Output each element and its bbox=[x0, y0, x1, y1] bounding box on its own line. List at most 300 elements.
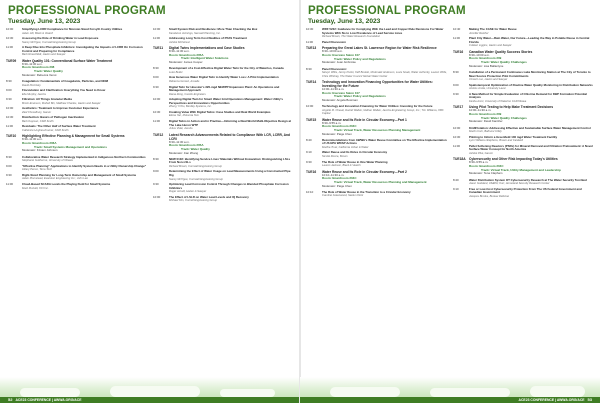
talk-presenter: Ella Murphy, Jacobs bbox=[22, 92, 46, 96]
session-room: Room: Boardroom 209 bbox=[469, 56, 502, 61]
talk-time: 10:30 bbox=[6, 115, 14, 120]
talk-body bbox=[22, 98, 147, 105]
session-title: Canadian Water Quality Success Stories bbox=[469, 49, 533, 54]
talk-time: 9:10 bbox=[453, 186, 459, 191]
talk-item bbox=[153, 86, 294, 96]
talk-title: Creating Value With Digital Twins: Case Studies and Real World Examples bbox=[169, 109, 271, 114]
talk-time: 8:30 bbox=[153, 66, 159, 71]
talk-item bbox=[6, 80, 147, 87]
talk-item bbox=[153, 37, 294, 44]
talk-time: 10:30 bbox=[6, 36, 14, 41]
talk-title: Cloud-Based SCADA Levels the Playing Field for Small Systems bbox=[22, 181, 111, 186]
talk-item bbox=[306, 28, 447, 38]
talk-body bbox=[322, 105, 447, 115]
session-moderator: Moderator: Paige Chen bbox=[322, 131, 352, 136]
talk-item bbox=[6, 37, 147, 44]
talk-time: 10:00 bbox=[306, 104, 314, 109]
talk-body bbox=[22, 80, 147, 87]
talk-item bbox=[306, 41, 447, 45]
talk-presenter: Ashlee Michelson bbox=[169, 40, 191, 44]
session-moderator: Moderator: Rebecca Venot bbox=[22, 72, 57, 77]
cloud-shape bbox=[110, 386, 200, 397]
session-time: 8:30–9:55 a.m. bbox=[322, 120, 342, 125]
program-date: Tuesday, June 13, 2023 bbox=[308, 18, 381, 25]
session-track-text: Track: Intelligent Water Solutions bbox=[181, 56, 229, 61]
talk-title: Free or Low-Cost Cybersecurity Protection From The US Federal Government and Canadian Government bbox=[469, 186, 582, 195]
session-title: Highlighting Effective Planning & Management for Small Systems bbox=[22, 134, 125, 139]
session-block bbox=[153, 133, 294, 156]
talk-presenter: Kandance Jennings, Samsell Planning, Inc. bbox=[169, 31, 221, 35]
right-columns bbox=[306, 28, 594, 377]
session-body bbox=[469, 157, 594, 176]
talk-presenter: Roger Arnold, Hazen & Sawyer bbox=[169, 190, 207, 194]
talk-presenter: Stephanie Guilherme, University of Ottawa bbox=[22, 159, 73, 163]
talk-body bbox=[469, 179, 594, 186]
session-title: Water Quality 101: Conventional Surface Water Treatment bbox=[22, 58, 113, 63]
talk-body bbox=[169, 170, 294, 180]
session-track-text: Track: Water Policy and Regulations bbox=[334, 94, 386, 99]
talk-body bbox=[169, 183, 294, 193]
talk-body bbox=[169, 28, 294, 35]
talk-item bbox=[453, 28, 594, 35]
session-block bbox=[306, 46, 447, 65]
talk-time: 10:10 bbox=[306, 189, 314, 194]
talk-body bbox=[469, 188, 594, 198]
cloud-shape bbox=[430, 388, 510, 397]
talk-title: KinfiFlotation: Addressing Effective and Sustainable Surface Water Management Control bbox=[469, 125, 591, 130]
talk-time: 10:00 bbox=[153, 28, 161, 31]
talk-item bbox=[306, 139, 447, 149]
talk-presenter: Nicolle Rocca, Brown bbox=[322, 155, 348, 159]
talk-presenter: Elena Yan, Motorola Tem bbox=[169, 114, 199, 118]
talk-body bbox=[22, 156, 147, 163]
session-body bbox=[169, 133, 294, 156]
talk-body bbox=[322, 161, 447, 168]
right-page bbox=[300, 0, 600, 403]
talk-body bbox=[22, 37, 147, 44]
session-time: 8:30–11:30 a.m. bbox=[169, 49, 190, 54]
talk-time: 10:00 bbox=[6, 28, 14, 31]
cloud-shape bbox=[20, 388, 80, 397]
talk-time: 11:00 bbox=[6, 124, 14, 129]
talk-title: Plant City Water—Rain Water, Our Future—Leading the Way in Potable Reuse in Central Florida bbox=[469, 36, 590, 44]
talk-presenter: Colleen Liggins, Hazen and Sawyer bbox=[469, 44, 512, 48]
talk-item bbox=[453, 71, 594, 81]
talk-item bbox=[306, 191, 447, 198]
talk-title: Optimizing Lead Corrosion Control Through Changes to Blended Phosphate Corrosion Inhibitors bbox=[169, 182, 289, 190]
talk-title: Water Distribution System OT Cybersecurity Research at The Water Security Test Bed bbox=[469, 177, 587, 182]
talk-presenter: Selvyn Willis, Jenny Porter, Keff Booket, Mcdonald Anderson, Louis Scale, Water Authority, Lauren Willis, Chris Whitney, The Water Council Global Water Center bbox=[322, 71, 447, 78]
talk-time: 10:30 bbox=[306, 28, 314, 31]
talk-title: Assessing the Role of Drinking Water in Lead Exposure bbox=[22, 36, 99, 41]
talk-presenter: Brock Emerson, Moheb Bin, Matthew Charles, Hazen and Sawyer bbox=[22, 101, 101, 105]
session-body bbox=[469, 50, 594, 69]
talk-body bbox=[169, 98, 294, 108]
talk-presenter: Julius Vidal, Jacobs bbox=[169, 127, 193, 131]
session-block bbox=[306, 80, 447, 103]
talk-time: 10:30 bbox=[153, 109, 161, 114]
session-block bbox=[453, 105, 594, 124]
talk-item bbox=[6, 89, 147, 96]
talk-time: 9:00 bbox=[153, 169, 159, 174]
talk-body bbox=[322, 41, 447, 45]
talk-item bbox=[153, 111, 294, 118]
talk-title: WRF 5222: Guidance for Complying With the Lead and Copper Rule Revisions For Water Systems With No to Low Prevalence of Lead Service Lines bbox=[322, 28, 444, 35]
talk-time: 10:00 bbox=[153, 194, 161, 199]
talk-presenter: Martin Cork, Bathurst Utility bbox=[469, 130, 502, 134]
talk-item bbox=[453, 145, 594, 155]
talk-time: 11:00 bbox=[6, 45, 14, 50]
right-header bbox=[308, 5, 466, 26]
talk-body bbox=[169, 37, 294, 44]
left-header bbox=[8, 5, 166, 26]
session-track-text: Track: Water Quality bbox=[181, 146, 210, 151]
session-code: TUE16 bbox=[453, 49, 464, 54]
talk-title: Addressing Long Term Cost Realities of PFAS Treatment bbox=[169, 36, 247, 41]
talk-item bbox=[153, 28, 294, 35]
talk-item bbox=[453, 37, 594, 47]
talk-time: 9:30 bbox=[6, 97, 12, 102]
talk-title: Piloting to Inform a Greenfield 130 mgd Water Treatment Facility bbox=[469, 134, 558, 139]
program-date: Tuesday, June 13, 2023 bbox=[8, 18, 81, 25]
talk-title: Flocculation and Clarification: Everything You Need to Know bbox=[22, 88, 106, 93]
talk-time: 11:00 bbox=[153, 36, 161, 41]
talk-item bbox=[6, 28, 147, 35]
talk-item bbox=[306, 105, 447, 115]
talk-body bbox=[322, 139, 447, 149]
session-body bbox=[169, 46, 294, 65]
talk-title: The Role of Water Reuse in One Water Planning bbox=[322, 159, 388, 164]
talk-time: 8:30 bbox=[6, 79, 12, 84]
session-time: 10:00–11:30 a.m. bbox=[322, 87, 345, 92]
talk-body bbox=[22, 89, 147, 96]
session-code: TUE17 bbox=[453, 105, 464, 110]
talk-item bbox=[453, 179, 594, 186]
session-room: Room: Boardroom 208 bbox=[22, 65, 55, 70]
session-track-text: Track: Water Quality Challenges bbox=[481, 115, 527, 120]
talk-item bbox=[306, 151, 447, 158]
talk-presenter: Zaid Chowdhury, Garver bbox=[22, 110, 52, 114]
talk-body bbox=[469, 145, 594, 155]
talk-title: Coagulation: Fundamentals of Coagulants, Particles, and NOM bbox=[22, 79, 109, 84]
talk-time: 9:30 bbox=[153, 84, 159, 89]
session-room: Room: Boardroom 204C bbox=[322, 176, 357, 181]
talk-time: 10:00 bbox=[6, 106, 14, 111]
talk-time: 11:00 bbox=[453, 36, 461, 41]
talk-title: Spatiotemporal Optimization of Routine Water Quality Monitoring in Distribution Networks bbox=[469, 82, 593, 87]
talk-time: 9:30 bbox=[6, 172, 12, 177]
talk-presenter: Adam Plumstead, Evanston Engineering Inc.; John Lee bbox=[22, 177, 88, 181]
talk-item bbox=[6, 165, 147, 172]
talk-item bbox=[453, 93, 594, 103]
session-room: Room: Boardroom 204C bbox=[322, 124, 357, 129]
talk-time: 10:30 bbox=[453, 134, 461, 139]
talk-title: The Role of Water Reuse in the Transition to a Circular Economy bbox=[322, 189, 411, 194]
session-track-text: Track: Water Policy and Regulations bbox=[334, 56, 386, 61]
talk-title: Recommendations from AWWA's Water Reuse Committee on The Effective Implementation of US EPA WRAP Actions bbox=[322, 137, 447, 146]
talk-presenter: Jacques Brooks, Bureau Defense bbox=[469, 194, 510, 198]
session-title: Water Reuse and Its Role in Circular Economy—Part 2 bbox=[322, 169, 407, 174]
session-code: TUE16 bbox=[306, 169, 317, 174]
talk-body bbox=[169, 196, 294, 203]
session-moderator: Moderator: Lisa Ballantyne bbox=[469, 63, 504, 68]
talk-presenter: Nancy McTigue, Cornwell Engineering Group bbox=[169, 177, 223, 181]
talk-presenter: Lynn Williams-Stephens, Brown and Caldwell bbox=[469, 139, 524, 143]
session-title: Latest Research Advancements Related to Compliance With LCR, LCRR, And LCRI bbox=[169, 132, 290, 141]
talk-body bbox=[22, 116, 147, 123]
session-track-text: Track: Virtual Track, Utility Management and Leadership bbox=[481, 167, 561, 172]
column-4 bbox=[453, 28, 594, 377]
session-block bbox=[453, 157, 594, 176]
right-folio bbox=[519, 398, 592, 402]
session-title: Using Pilot Testing to Help Make Treatment Decisions bbox=[469, 105, 554, 110]
talk-title: Small System Risk and Resilience: More Than Checking the Box bbox=[169, 28, 258, 31]
talk-time: 11:00 bbox=[6, 181, 14, 186]
session-block bbox=[6, 134, 147, 153]
session-title: Digital Twins Implementations and Case Studies bbox=[169, 46, 245, 51]
talk-time: 9:00 bbox=[153, 75, 159, 80]
session-moderator: Moderator: Paige Chen bbox=[322, 183, 352, 188]
talk-presenter: Andres Aroila, University Laval bbox=[469, 87, 506, 91]
talk-item bbox=[153, 183, 294, 193]
talk-time: 11:00 bbox=[306, 39, 314, 44]
talk-item bbox=[6, 125, 147, 132]
session-block bbox=[306, 118, 447, 137]
session-code: TUE15 bbox=[306, 117, 317, 122]
talk-body bbox=[22, 28, 147, 35]
talk-presenter: Adam Hill, Black & Veatch bbox=[22, 31, 54, 35]
session-moderator: Moderator: Tena Clapham bbox=[469, 171, 503, 176]
talk-item bbox=[6, 116, 147, 123]
talk-presenter: Diana Zeng, Carollo Engineers bbox=[169, 92, 206, 96]
program-title: PROFESSIONAL PROGRAM bbox=[308, 5, 466, 17]
session-room: Room: Boardroom 205A bbox=[169, 143, 204, 148]
talk-item bbox=[453, 84, 594, 91]
talk-title: Technology and Innovation Financing for Water Utilities: Investing for the Future bbox=[322, 104, 433, 109]
talk-presenter: Rebecca Gomez, Arcadis bbox=[169, 80, 200, 84]
session-moderator: Moderator: James Cooper bbox=[169, 60, 203, 65]
talk-title: Adopting Digital Twin for Smart Water Grid Operations Management: Water Utility's Perspectives and Innovations Opportunities bbox=[169, 97, 283, 105]
left-columns bbox=[6, 28, 294, 377]
session-room: Room: Boardroom 206A bbox=[22, 141, 57, 146]
talk-item bbox=[306, 161, 447, 168]
talk-time: 9:10 bbox=[306, 150, 312, 155]
session-block bbox=[153, 46, 294, 65]
talk-item bbox=[153, 170, 294, 180]
talk-item bbox=[153, 196, 294, 203]
talk-presenter: Barb Rosenfeldt, Hazen and Sawyer bbox=[22, 53, 66, 57]
talk-title: Aesthetics: Treatment to Improve Customer Experience bbox=[22, 106, 99, 111]
talk-body bbox=[322, 151, 447, 158]
cloud-shape bbox=[220, 389, 275, 397]
talk-time: 8:30 bbox=[453, 69, 459, 74]
session-block bbox=[453, 50, 594, 69]
talk-body bbox=[22, 107, 147, 114]
talk-title: Development of a Cost-Effective Digital Water Twin for the City of Waterloo, Canada bbox=[169, 66, 284, 71]
talk-time: 11:00 bbox=[453, 143, 461, 148]
session-room: Room: Boardroom 205A bbox=[169, 52, 204, 57]
talk-item bbox=[6, 174, 147, 181]
talk-time: 8:40 bbox=[306, 137, 312, 142]
column-3 bbox=[306, 28, 447, 377]
session-moderator: Moderator: Jean Ambroise bbox=[322, 60, 356, 65]
session-title: Preparing the Great Lakes St. Lawrence Region for Water Risk Resilience bbox=[322, 46, 437, 51]
talk-presenter: Hillary Pence, Terra Tech bbox=[22, 168, 52, 172]
talk-title: "Effective Planning" Applications to Identify System Needs in a Utility Ownership Change" bbox=[22, 163, 147, 168]
talk-body bbox=[469, 71, 594, 81]
column-2 bbox=[153, 28, 294, 377]
session-track-text: Track: Water Quality bbox=[34, 69, 63, 74]
talk-presenter: Barb Kayman, CDM Smith bbox=[22, 119, 54, 123]
session-track-text: Track: Virtual Track, Water Resources Planning and Management bbox=[334, 179, 427, 184]
talk-body bbox=[169, 120, 294, 130]
talk-title: Water Reuse and Its Roles in Circular Economy bbox=[322, 150, 388, 155]
talk-presenter: Michael Kim, Cornell Engineering Group bbox=[169, 199, 217, 203]
talk-title: Filtration: All Things Granular Media bbox=[22, 97, 72, 102]
talk-item bbox=[6, 107, 147, 114]
talk-body bbox=[469, 93, 594, 103]
session-moderator: Moderator: Angela Bowman bbox=[322, 98, 358, 103]
talk-presenter: Mark Puckett, KCI Inc. bbox=[22, 186, 49, 190]
talk-presenter: Nancy McTigue, Cornwell Engineering Group bbox=[22, 40, 76, 44]
session-code: TUE18A bbox=[453, 157, 466, 162]
session-room: Room: Boardroom 204C bbox=[469, 163, 504, 168]
talk-presenter: Fariba Amiri, University of Waterloo Civil/Ottawa bbox=[469, 99, 527, 103]
talk-body bbox=[469, 84, 594, 91]
talk-presenter: Caroline Greenwood, Seelun Klotz bbox=[322, 194, 364, 198]
talk-presenter: Zheng Yi Wu, Bentley Systems, Inc. bbox=[169, 105, 212, 109]
talk-title: Determining the Effect of Water Usage on Lead Measurements Using a Constructed Pipe Rig bbox=[169, 169, 291, 178]
talk-item bbox=[6, 46, 147, 56]
talk-time: 8:30 bbox=[6, 154, 12, 159]
session-room: Room: Exercare Salon 107 bbox=[322, 90, 360, 95]
talk-title: Installation of a Permanent Continuous Lake Monitoring Station at The City of Toronto to Meet Source Protection Pilot Commitments bbox=[469, 69, 591, 78]
talk-presenter: Richard Brown, The Water Research Foundation bbox=[322, 35, 381, 39]
talk-title: Right-Sized Planning for Long-Term Ownership and Management of Small Systems bbox=[22, 172, 137, 177]
talk-title: A New Method for Simple Evaluation of Chlorine Demand for DBP Formation Potential Analysis bbox=[469, 91, 587, 100]
talk-time: 10:40 bbox=[453, 28, 461, 31]
session-time: 8:30–11:30 a.m. bbox=[22, 137, 43, 142]
cloud-shape bbox=[530, 386, 585, 397]
talk-presenter: Lauren Jackson, Black & Veatch bbox=[322, 164, 361, 168]
session-code: TUE12 bbox=[153, 132, 164, 137]
talk-item bbox=[453, 188, 594, 198]
talk-title: Pellet Softening Reactors (PSRs) for Mineral Removal and Filtration Pretreatment: A Novel Surface Water Concept for North America bbox=[469, 143, 593, 152]
talk-time: 8:40 bbox=[453, 177, 459, 182]
talk-item bbox=[453, 136, 594, 143]
talk-body bbox=[169, 111, 294, 118]
talk-item bbox=[153, 98, 294, 108]
talk-item bbox=[153, 67, 294, 74]
talk-item bbox=[153, 120, 294, 130]
session-body bbox=[322, 170, 447, 189]
talk-title: Disinfection: Basics of Pathogen Inactivation bbox=[22, 115, 84, 120]
session-code: TUE09 bbox=[6, 58, 17, 63]
session-track-text: Track: Virtual Track, Water Resources Planning Management bbox=[334, 127, 421, 132]
column-1 bbox=[6, 28, 147, 377]
talk-time: 10:00 bbox=[453, 125, 461, 130]
cloud-shape bbox=[330, 387, 400, 397]
talk-time: 9:30 bbox=[306, 159, 312, 164]
session-code: TUE13 bbox=[306, 46, 317, 51]
talk-presenter: Jason Goddard, USEPA; Kurt, Homeland Security Research Center bbox=[469, 182, 550, 186]
talk-presenter: Ashlee Pike, Garver bbox=[469, 151, 493, 155]
talk-title: Panel Discussion: bbox=[322, 66, 347, 71]
talk-item bbox=[6, 183, 147, 190]
program-title: PROFESSIONAL PROGRAM bbox=[8, 5, 166, 17]
footer-text: ACE23 CONFERENCE | AWWA.ORG/ACE bbox=[15, 398, 82, 402]
session-time: 8:30–11:30 a.m. bbox=[22, 61, 43, 66]
session-moderator: Moderator: Kristen Johnson bbox=[22, 148, 58, 153]
session-body bbox=[469, 105, 594, 124]
session-block bbox=[306, 170, 447, 189]
session-time: 8:30–11:30 a.m. bbox=[169, 139, 190, 144]
talk-time: 9:30 bbox=[453, 91, 459, 96]
talk-presenter: Vincent Luo, Hazen and Sawyer bbox=[469, 78, 508, 82]
talk-time: 9:00 bbox=[6, 88, 12, 93]
talk-time: 9:30 bbox=[153, 182, 159, 187]
talk-body bbox=[322, 28, 447, 38]
talk-item bbox=[153, 158, 294, 168]
talk-title: NEW 0102: Identifying Service Lines' Materials Without Excavation: Distinguishing LSLs From Non-LSLs bbox=[169, 156, 291, 165]
session-body bbox=[22, 134, 147, 153]
talk-time: 8:30 bbox=[153, 156, 159, 161]
talk-body bbox=[469, 37, 594, 47]
talk-title: Simplifying LCRR Compliance for Monster-Sized Forsyth County Utilities bbox=[22, 28, 123, 31]
talk-title: Making The CASE for Water Reuse bbox=[469, 28, 517, 31]
talk-body bbox=[322, 191, 447, 198]
talk-presenter: Richard Brown, Cornwell Engineering Group bbox=[169, 164, 222, 168]
left-folio bbox=[8, 398, 81, 402]
session-code: TUE11 bbox=[153, 46, 164, 51]
talk-title: Collaborative Water Research Strategy Implemented in Indigenous Northern Communities bbox=[22, 154, 146, 159]
talk-presenter: Martha Truer, California Urban & Water bbox=[322, 145, 369, 149]
session-body bbox=[322, 118, 447, 137]
talk-presenter: Angelle M. Chasel, Daniel Walker, Nathan Walker, Jacobs Engineering Group, Inc.; Tim Williams, KBC Capital bbox=[322, 108, 444, 116]
talk-body bbox=[169, 67, 294, 74]
talk-body bbox=[22, 125, 147, 132]
talk-presenter: Catherine Hughes-Kramer, CDM Smith bbox=[22, 129, 69, 132]
session-time: 10:10–11:30 a.m. bbox=[322, 172, 345, 177]
session-title: Cybersecurity and Other Risk Impacting Today's Utilities bbox=[469, 157, 558, 162]
talk-presenter: Luke Butler bbox=[169, 70, 183, 74]
talk-title: The Effect of LSLR on Water Lead Levels and IQ Recovery bbox=[169, 194, 249, 199]
talk-title: How Generous Water Digital Twin to Identify Water Loss: A Pilot Implementation bbox=[169, 75, 279, 80]
session-track-text: Track: Small Systems Management and Operations bbox=[34, 144, 107, 149]
talk-presenter: Jennifer Reichel bbox=[469, 31, 489, 35]
session-time: 10:00–11:30 a.m. bbox=[469, 108, 492, 113]
session-body bbox=[322, 80, 447, 103]
talk-body bbox=[22, 165, 147, 172]
talk-item bbox=[306, 68, 447, 78]
talk-presenter: David Pernitsky bbox=[22, 83, 41, 87]
session-track-text: Track: Water Quality Challenges bbox=[481, 60, 527, 65]
talk-body bbox=[169, 76, 294, 83]
session-room: Room: Boardroom 209 bbox=[469, 111, 502, 116]
talk-title: A Deep Dive Into Phosphate Inhibitors: Investigating the Impacts of LCRR On Corrosion Control and Preparing for Compliance bbox=[22, 45, 143, 53]
talk-item bbox=[6, 98, 147, 105]
talk-body bbox=[322, 68, 447, 78]
talk-body bbox=[169, 86, 294, 96]
talk-item bbox=[453, 127, 594, 134]
talk-body bbox=[469, 28, 594, 35]
session-room: Room: Exercare Salon 107 bbox=[322, 53, 360, 58]
session-body bbox=[322, 46, 447, 65]
talk-body bbox=[22, 174, 147, 181]
talk-body bbox=[469, 127, 594, 134]
session-moderator: Moderator: David Kantzler bbox=[469, 119, 503, 124]
talk-title: Digital Twin for Houston's 320-mgd NEWPP Expansion Plant: An Operations and Management Approach bbox=[169, 84, 280, 93]
